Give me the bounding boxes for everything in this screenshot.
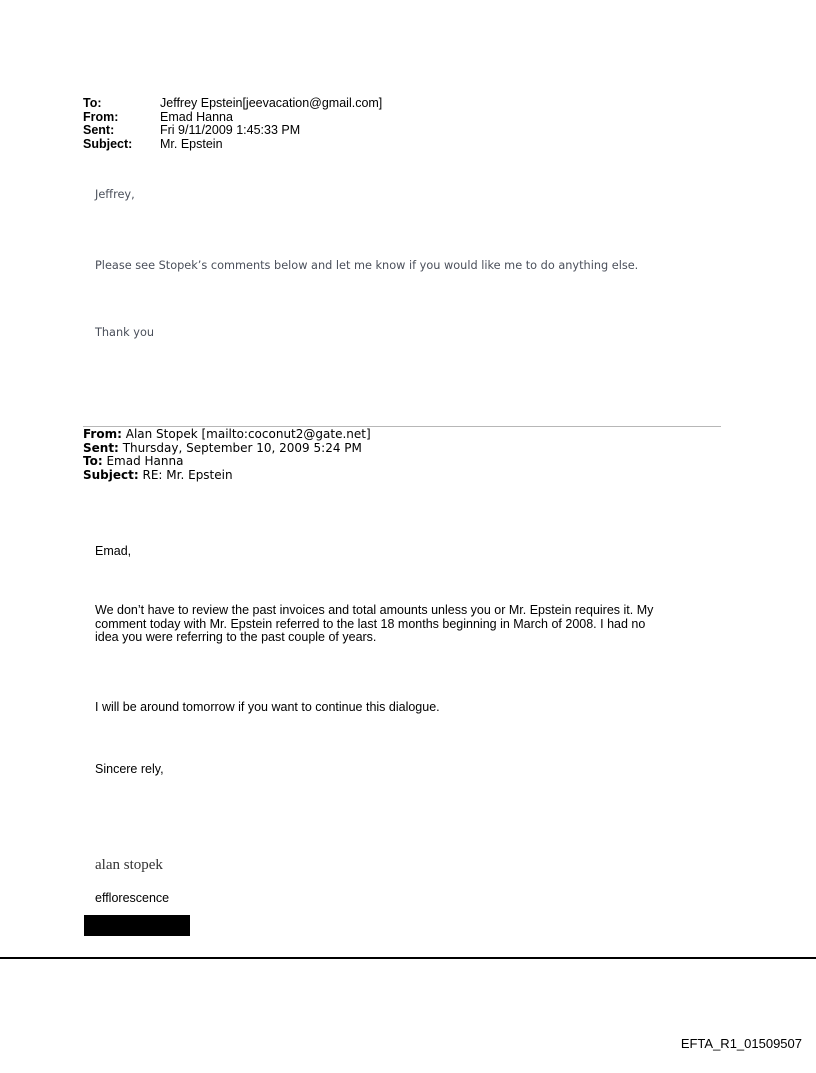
- header-to-row: [83, 97, 382, 111]
- signature-company: efflorescence: [95, 891, 170, 905]
- fwd-to-value: Emad Hanna: [106, 454, 184, 469]
- original-paragraph-2: I will be around tomorrow if you want to continue this dialogue.: [95, 700, 440, 714]
- fwd-subject-label: Subject:: [83, 467, 139, 482]
- original-closing: Sincere rely,: [95, 762, 164, 776]
- header-sent-label: Sent:: [83, 123, 115, 137]
- fwd-to-label: To:: [83, 454, 103, 469]
- header-subject-row: [83, 138, 382, 152]
- fwd-subject-row: [83, 469, 371, 483]
- reply-greeting: Jeffrey,: [95, 188, 135, 201]
- fwd-sent-value: Thursday, September 10, 2009 5:24 PM: [122, 440, 362, 455]
- reply-body: Please see Stopek’s comments below and let me know if you would like me to do anything else.: [95, 259, 639, 272]
- header-subject-value: Mr. Epstein: [160, 136, 223, 151]
- header-subject-label: Subject:: [83, 136, 133, 151]
- original-greeting: Emad,: [95, 544, 132, 558]
- page-rule: [0, 957, 816, 959]
- fwd-sent-row: [83, 442, 371, 456]
- email-header: [83, 97, 382, 151]
- forwarded-header: [83, 428, 371, 482]
- header-from-row: [83, 111, 382, 125]
- fwd-subject-value: RE: Mr. Epstein: [142, 467, 233, 482]
- original-paragraph-1-line-3: idea you were referring to the past couple of years.: [95, 630, 377, 644]
- reply-closing: Thank you: [95, 326, 155, 339]
- header-sent-value: Fri 9/11/2009 1:45:33 PM: [160, 123, 301, 137]
- fwd-from-value: Alan Stopek [mailto:coconut2@gate.net]: [125, 427, 371, 441]
- header-to-label: To:: [83, 96, 102, 110]
- fwd-from-label: From:: [83, 427, 122, 441]
- header-from-label: From:: [83, 109, 119, 124]
- fwd-to-row: [83, 455, 371, 469]
- header-to-value: Jeffrey Epstein[jeevacation@gmail.com]: [160, 96, 383, 110]
- original-paragraph-1-line-1: We don’t have to review the past invoices and total amounts unless you or Mr. Epstein requires it. My: [95, 603, 654, 617]
- signature-name: alan stopek: [95, 857, 163, 873]
- original-paragraph-1-line-2: comment today with Mr. Epstein referred to the last 18 months beginning in March of 2008. I had no: [95, 616, 646, 631]
- header-from-value: Emad Hanna: [160, 109, 233, 124]
- fwd-from-row: [83, 428, 371, 442]
- original-paragraph-1: [95, 604, 725, 645]
- fwd-sent-label: Sent:: [83, 440, 119, 455]
- document-id: EFTA_R1_01509507: [680, 1036, 802, 1051]
- header-sent-row: [83, 124, 382, 138]
- redaction-box: [84, 915, 190, 936]
